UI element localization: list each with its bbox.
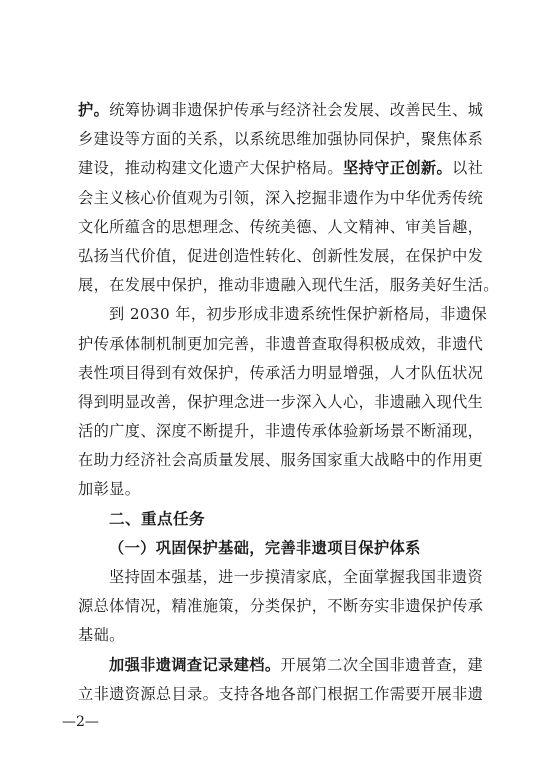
text-line: 乡建设等方面的关系，以系统思维加强协同保护，聚焦体系 bbox=[78, 130, 484, 149]
text-line: 在助力经济社会高质量发展、服务国家重大战略中的作用更 bbox=[78, 451, 484, 470]
text-line: 基础。 bbox=[78, 626, 125, 645]
text-line: 源总体情况，精准施策，分类保护，不断夯实非遗保护传承 bbox=[78, 597, 484, 616]
bold-phrase: 护。 bbox=[78, 101, 110, 119]
document-page bbox=[78, 96, 499, 709]
text-line: 活的广度、深度不断提升，非遗传承体验新场景不断涌现， bbox=[78, 422, 484, 441]
text-span: 开展第二次全国非遗普查，建 bbox=[280, 655, 484, 674]
text-line: 立非遗资源总目录。支持各地各部门根据工作需要开展非遗 bbox=[78, 684, 484, 703]
text-line: 会主义核心价值观为引领，深入挖掘非遗作为中华优秀传统 bbox=[78, 188, 484, 207]
text-line bbox=[78, 651, 484, 680]
text-line: 表性项目得到有效保护，传承活力明显增强，人才队伍状况 bbox=[78, 363, 484, 382]
text-line: 坚持固本强基，进一步摸清家底，全面掌握我国非遗资 bbox=[109, 568, 484, 586]
text-line: 展，在发展中保护，推动非遗融入现代生活，服务美好生活。 bbox=[78, 276, 499, 295]
text-line: 得到明显改善，保护理念进一步深入人心，非遗融入现代生 bbox=[78, 392, 484, 411]
text-line: 加彰显。 bbox=[78, 480, 141, 499]
subsection-heading: （一）巩固保护基础，完善非遗项目保护体系 bbox=[109, 538, 421, 557]
section-heading: 二、重点任务 bbox=[109, 509, 205, 528]
text-span: 统筹协调非遗保护传承与经济社会发展、改善民生、城 bbox=[109, 101, 484, 119]
text-span: 以社 bbox=[452, 159, 484, 178]
text-span: 建设，推动构建文化遗产大保护格局。 bbox=[78, 159, 343, 178]
text-line: 弘扬当代价值，促进创造性转化、创新性发展，在保护中发 bbox=[78, 246, 484, 265]
text-line bbox=[78, 154, 484, 183]
text-line bbox=[78, 96, 484, 125]
text-line: 到 2030 年，初步形成非遗系统性保护新格局，非遗保 bbox=[109, 305, 488, 324]
bold-phrase: 坚持守正创新。 bbox=[343, 159, 453, 178]
bold-phrase: 加强非遗调查记录建档。 bbox=[109, 655, 281, 674]
text-line: 护传承体制机制更加完善，非遗普查取得积极成效，非遗代 bbox=[78, 334, 484, 353]
page-number: —2— bbox=[62, 714, 99, 730]
text-line: 文化所蕴含的思想理念、传统美德、人文精神、审美旨趣， bbox=[78, 217, 484, 236]
